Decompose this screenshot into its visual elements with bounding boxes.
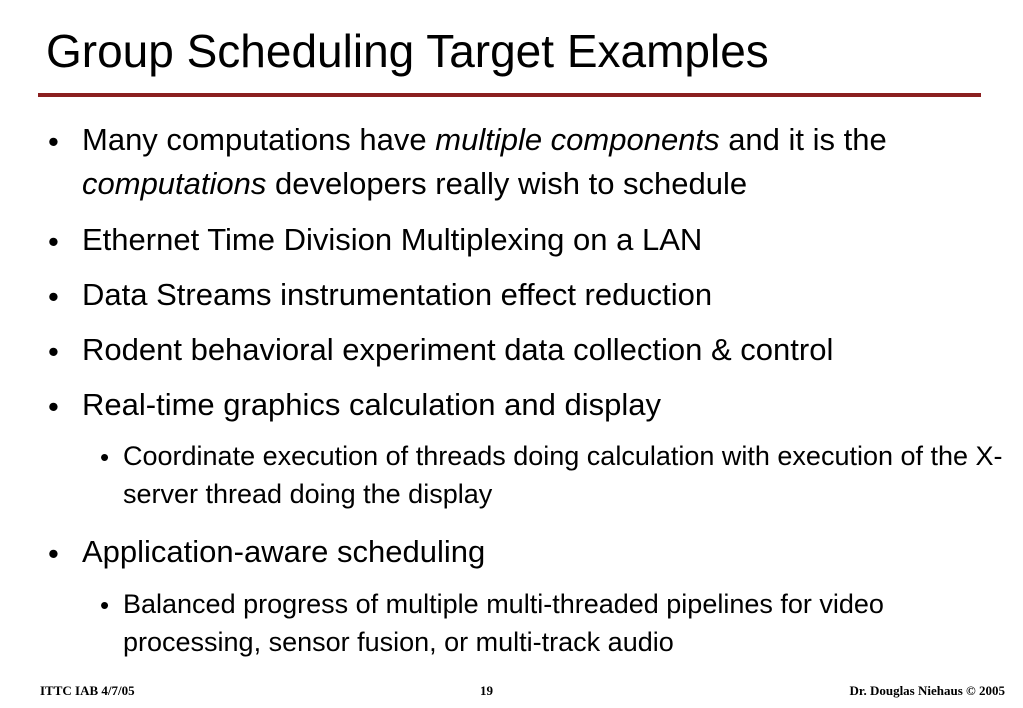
bullet-text: Application-aware scheduling (82, 534, 486, 569)
bullet-marker: • (48, 279, 59, 314)
sub-bullet-text: Coordinate execution of threads doing calculation with execution of the X-server thread doing the display (123, 441, 1003, 509)
bullet-text: Rodent behavioral experiment data collection & control (82, 332, 834, 367)
footer-left: ITTC IAB 4/7/05 (40, 683, 135, 698)
sub-bullet-marker: • (100, 442, 110, 472)
bullet-text-part: Many computations have (82, 122, 436, 157)
bullet-marker: • (48, 224, 59, 259)
bullet-text: Real-time graphics calculation and display (82, 387, 661, 422)
bullet-marker: • (48, 389, 59, 424)
bullet-text-part: and it is the (719, 122, 887, 157)
bullet-text (82, 118, 992, 206)
sub-bullet-text: Balanced progress of multiple multi-threaded pipelines for video processing, sensor fusion, or multi-track audio (123, 589, 884, 657)
bullet-text: Ethernet Time Division Multiplexing on a LAN (82, 222, 703, 257)
sub-bullet-marker: • (100, 590, 110, 620)
bullet-text-emphasis: multiple components (435, 122, 720, 157)
bullet-marker: • (48, 536, 59, 571)
page-number: 19 (480, 683, 493, 698)
footer-right: Dr. Douglas Niehaus © 2005 (849, 683, 1005, 698)
bullet-marker: • (48, 334, 59, 369)
bullet-text: Data Streams instrumentation effect reduction (82, 277, 713, 312)
bullet-text-part: developers really wish to schedule (266, 166, 748, 201)
bullet-marker: • (48, 124, 59, 159)
bullet-text-emphasis: computations (82, 166, 267, 201)
slide-title: Group Scheduling Target Examples (46, 25, 769, 77)
